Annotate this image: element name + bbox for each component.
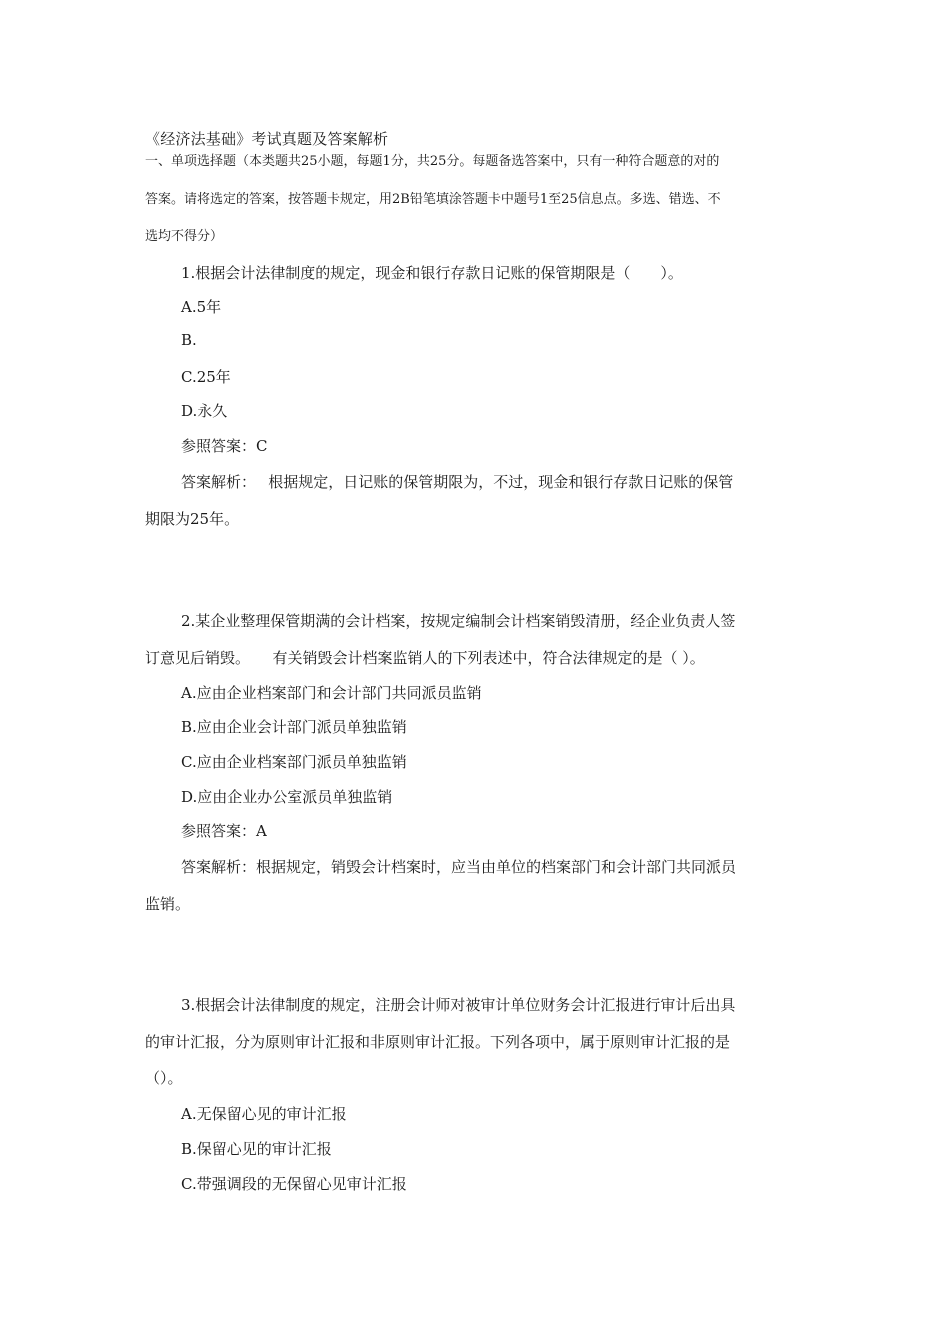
question-1-option-d: D.永久 [181, 402, 228, 420]
question-1-answer: 参照答案：C [181, 437, 268, 455]
section-instruction-line-1: 一、单项选择题（本类题共25小题，每题1分，共25分。每题备选答案中，只有一种符合题意的对的 [145, 154, 720, 169]
question-3-option-a: A.无保留心见的审计汇报 [181, 1105, 347, 1123]
question-1-analysis-line-1: 答案解析： 根据规定，日记账的保管期限为，不过，现金和银行存款日记账的保管 [181, 473, 734, 491]
question-2-answer: 参照答案：A [181, 822, 267, 840]
question-3-option-b: B.保留心见的审计汇报 [181, 1140, 332, 1158]
question-1-option-a: A.5年 [181, 298, 222, 316]
question-2-option-a: A.应由企业档案部门和会计部门共同派员监销 [181, 684, 482, 702]
question-2-stem-line-2: 订意见后销毁。 有关销毁会计档案监销人的下列表述中，符合法律规定的是（ ）。 [145, 649, 705, 667]
question-2-stem-line-1: 2.某企业整理保管期满的会计档案，按规定编制会计档案销毁清册，经企业负责人签 [181, 612, 736, 630]
question-1-option-b: B. [181, 331, 197, 349]
document-title: 《经济法基础》考试真题及答案解析 [145, 130, 389, 148]
question-3-stem-line-3: （）。 [145, 1069, 183, 1087]
section-instruction-line-2: 答案。请将选定的答案，按答题卡规定，用2B铅笔填涂答题卡中题号1至25信息点。多选、错选、不 [145, 192, 721, 207]
question-2-option-b: B.应由企业会计部门派员单独监销 [181, 718, 407, 736]
question-3-stem-line-2: 的审计汇报，分为原则审计汇报和非原则审计汇报。下列各项中，属于原则审计汇报的是 [145, 1033, 731, 1051]
question-2-analysis-line-2: 监销。 [145, 895, 191, 913]
question-1-option-c: C.25年 [181, 368, 231, 386]
question-3-option-c: C.带强调段的无保留心见审计汇报 [181, 1175, 407, 1193]
question-2-option-d: D.应由企业办公室派员单独监销 [181, 788, 393, 806]
question-1-analysis-line-2: 期限为25年。 [145, 510, 240, 528]
question-2-analysis-line-1: 答案解析：根据规定，销毁会计档案时，应当由单位的档案部门和会计部门共同派员 [181, 858, 737, 876]
section-instruction-line-3: 选均不得分） [145, 229, 224, 244]
question-3-stem-line-1: 3.根据会计法律制度的规定，注册会计师对被审计单位财务会计汇报进行审计后出具 [181, 996, 736, 1014]
question-1-stem: 1.根据会计法律制度的规定，现金和银行存款日记账的保管期限是（ ）。 [181, 264, 683, 282]
question-2-option-c: C.应由企业档案部门派员单独监销 [181, 753, 407, 771]
